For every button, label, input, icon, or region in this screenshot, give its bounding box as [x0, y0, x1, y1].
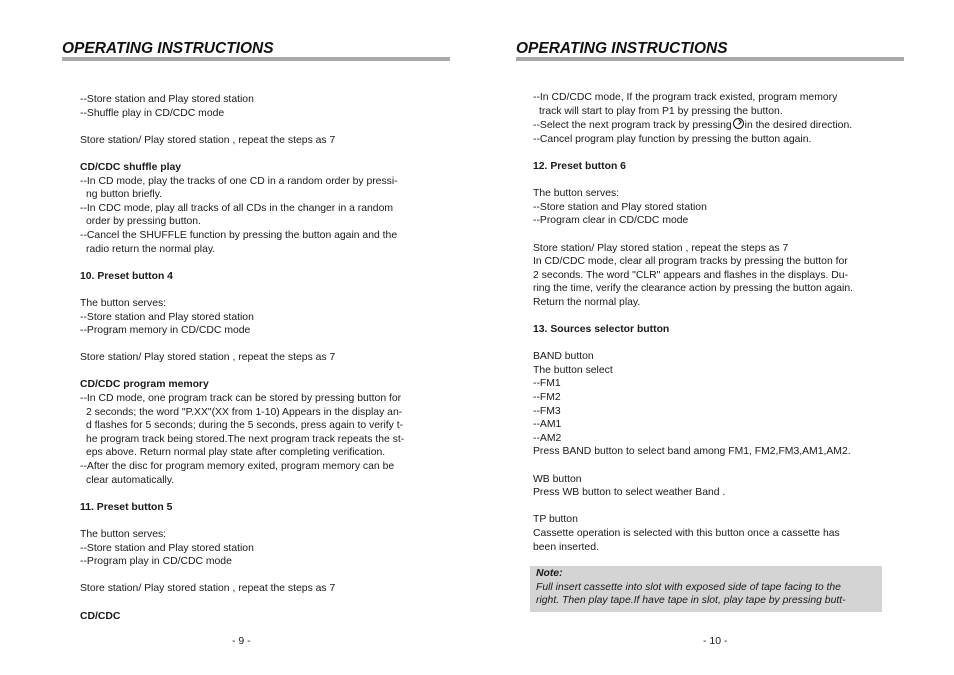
text-line: d flashes for 5 seconds; during the 5 seconds, press again to verify t- [86, 420, 404, 432]
text-line: The button select [533, 364, 613, 376]
text-line: ring the time, verify the clearance action by pressing the button again. [533, 283, 853, 295]
text-line: ng button briefly. [86, 189, 163, 201]
text-line: --Cancel the SHUFFLE function by pressing the button again and the [80, 229, 398, 241]
paragraph-gap [80, 283, 448, 297]
section-heading: 11. Preset button 5 [80, 501, 173, 513]
paragraph-gap [80, 596, 448, 610]
text-line: --AM1 [533, 419, 562, 431]
text-fragment: --Select the next program track by pressing [533, 120, 732, 132]
paragraph-gap [533, 146, 905, 160]
text-line: --In CD/CDC mode, If the program track existed, program memory [533, 92, 838, 103]
section-heading: 10. Preset button 4 [80, 270, 173, 282]
text-line: eps above. Return normal play state after completing verification. [86, 447, 386, 459]
text-line: he program track being stored.The next program track repeats the st- [86, 433, 405, 445]
paragraph-gap [80, 147, 448, 161]
left-heading-rule [62, 57, 450, 61]
text-line: --Program memory in CD/CDC mode [80, 325, 251, 337]
paragraph-gap [80, 569, 448, 583]
paragraph-gap [533, 500, 905, 514]
text-line: Store station/ Play stored station , repeat the steps as 7 [533, 242, 789, 254]
paragraph-gap [80, 514, 448, 528]
text-line: Return the normal play. [533, 296, 641, 308]
text-line: --Program clear in CD/CDC mode [533, 215, 689, 227]
text-line: --AM2 [533, 432, 562, 444]
paragraph-gap [533, 174, 905, 188]
paragraph-gap [533, 337, 905, 351]
text-line: Press WB button to select weather Band . [533, 487, 726, 499]
note-line: Full insert cassette into slot with exposed side of tape facing to the [536, 581, 841, 593]
text-line: been inserted. [533, 541, 599, 553]
note-line: right. Then play tape.If have tape in slot, play tape by pressing butt- [536, 595, 846, 607]
text-line: --In CDC mode, play all tracks of all CDs in the changer in a random [80, 202, 394, 214]
section-heading: 12. Preset button 6 [533, 160, 626, 172]
text-line: --FM2 [533, 392, 561, 404]
text-line: --FM1 [533, 378, 561, 390]
left-page [62, 0, 452, 675]
paragraph-gap [80, 120, 448, 134]
text-line: --Store station and Play stored station [80, 542, 254, 554]
text-line: The button serves: [80, 297, 167, 309]
note-box [530, 566, 882, 612]
text-line: order by pressing button. [86, 216, 201, 228]
text-line: Store station/ Play stored station , repeat the steps as 7 [80, 134, 336, 146]
text-line: WB button [533, 473, 582, 485]
text-fragment: in the desired direction. [744, 120, 853, 132]
text-line: Press BAND button to select band among FM1, FM2,FM3,AM1,AM2. [533, 446, 851, 458]
text-line: --Cancel program play function by pressing the button again. [533, 133, 812, 145]
paragraph-gap [80, 487, 448, 501]
text-line: --In CD mode, play the tracks of one CD in a random order by pressi- [80, 175, 398, 187]
rotary-knob-icon [733, 118, 744, 129]
paragraph-gap [80, 365, 448, 379]
text-line: --After the disc for program memory exited, program memory can be [80, 461, 395, 473]
paragraph-gap [80, 338, 448, 352]
text-line: track will start to play from P1 by pressing the button. [539, 105, 783, 117]
paragraph-gap [80, 256, 448, 270]
text-line: 2 seconds; the word "P.XX"(XX from 1-10) Appears in the display an- [86, 406, 403, 418]
text-line: --In CD mode, one program track can be stored by pressing button for [80, 393, 402, 405]
text-line: TP button [533, 514, 578, 526]
text-line: In CD/CDC mode, clear all program tracks by pressing the button for [533, 256, 848, 268]
left-page-number: - 9 - [232, 635, 251, 647]
section-heading: CD/CDC program memory [80, 379, 209, 391]
left-page-heading: OPERATING INSTRUCTIONS [62, 40, 274, 57]
text-line [533, 118, 905, 133]
text-line: BAND button [533, 351, 594, 363]
text-line: Store station/ Play stored station , repeat the steps as 7 [80, 583, 336, 595]
right-page-heading: OPERATING INSTRUCTIONS [516, 40, 728, 57]
text-line: Store station/ Play stored station , repeat the steps as 7 [80, 352, 336, 364]
text-line: --Store station and Play stored station [80, 94, 254, 105]
text-line: --FM3 [533, 405, 561, 417]
right-page-body [533, 91, 905, 554]
left-page-body [80, 93, 448, 623]
text-line: radio return the normal play. [86, 243, 216, 255]
text-line: --Program play in CD/CDC mode [80, 556, 232, 568]
section-heading: 13. Sources selector button [533, 324, 670, 336]
right-heading-rule [516, 57, 904, 61]
right-page-number: - 10 - [703, 635, 728, 647]
text-line: Cassette operation is selected with this button once a cassette has [533, 528, 840, 539]
note-label: Note: [536, 568, 563, 579]
text-line: --Store station and Play stored station [533, 201, 707, 213]
text-line: The button serves: [80, 529, 167, 540]
paragraph-gap [533, 310, 905, 324]
text-line: 2 seconds. The word "CLR" appears and flashes in the displays. Du- [533, 269, 849, 281]
paragraph-gap [533, 228, 905, 242]
paragraph-gap [533, 459, 905, 473]
text-line: --Shuffle play in CD/CDC mode [80, 107, 225, 119]
section-heading: CD/CDC shuffle play [80, 161, 182, 173]
text-line: clear automatically. [86, 474, 175, 486]
section-heading: CD/CDC [80, 610, 121, 622]
text-line: The button serves: [533, 188, 620, 200]
right-page [516, 0, 906, 675]
text-line: --Store station and Play stored station [80, 311, 254, 323]
